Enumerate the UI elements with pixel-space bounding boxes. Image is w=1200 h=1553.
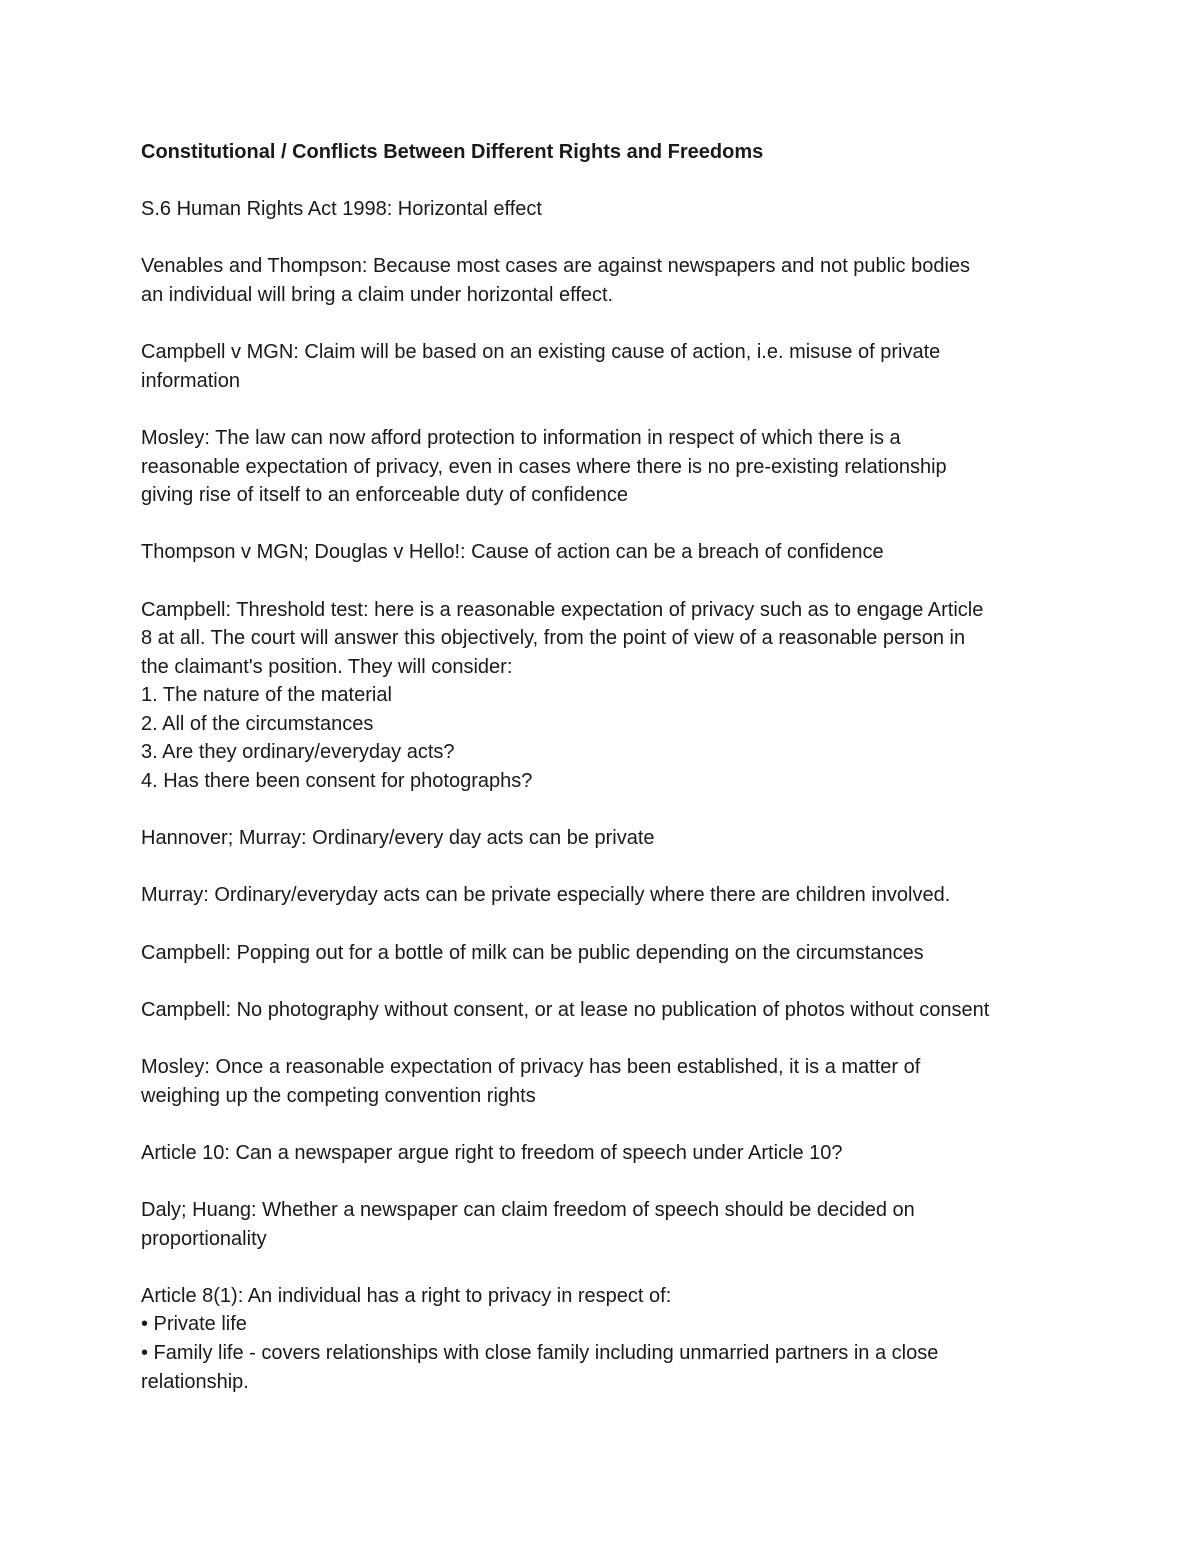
text-line: • Family life - covers relationships with close family including unmarried partners in a close <box>141 1341 939 1364</box>
paragraph <box>141 939 1071 968</box>
text-line: 3. Are they ordinary/everyday acts? <box>141 741 455 764</box>
text-line: Campbell: Threshold test: here is a reasonable expectation of privacy such as to engage Article <box>141 598 984 621</box>
paragraph <box>141 1053 1071 1110</box>
text-line: 2. All of the circumstances <box>141 712 374 735</box>
text-line: Daly; Huang: Whether a newspaper can claim freedom of speech should be decided on <box>141 1198 915 1221</box>
paragraph <box>141 824 1071 853</box>
text-line: Article 8(1): An individual has a right to privacy in respect of: <box>141 1284 672 1307</box>
text-line: Campbell: No photography without consent, or at lease no publication of photos without consent <box>141 998 990 1021</box>
text-line: weighing up the competing convention rights <box>141 1084 536 1107</box>
document-page <box>141 138 1071 1425</box>
paragraph <box>141 1282 1071 1396</box>
text-line: Murray: Ordinary/everyday acts can be private especially where there are children involved. <box>141 884 951 907</box>
paragraph <box>141 996 1071 1025</box>
text-line: Hannover; Murray: Ordinary/every day acts can be private <box>141 827 655 850</box>
paragraph <box>141 1139 1071 1168</box>
text-line: Thompson v MGN; Douglas v Hello!: Cause of action can be a breach of confidence <box>141 541 884 564</box>
paragraph <box>141 338 1071 395</box>
text-line: proportionality <box>141 1227 267 1250</box>
text-line: • Private life <box>141 1313 247 1336</box>
paragraph <box>141 252 1071 309</box>
text-line: 4. Has there been consent for photographs? <box>141 770 533 793</box>
paragraph <box>141 424 1071 510</box>
text-line: Mosley: The law can now afford protection to information in respect of which there is a <box>141 426 901 449</box>
text-line: Venables and Thompson: Because most cases are against newspapers and not public bodies <box>141 255 971 278</box>
text-line: reasonable expectation of privacy, even in cases where there is no pre-existing relationship <box>141 455 947 478</box>
text-line: Article 10: Can a newspaper argue right to freedom of speech under Article 10? <box>141 1141 843 1164</box>
text-line: giving rise of itself to an enforceable duty of confidence <box>141 484 628 507</box>
text-line: information <box>141 369 240 392</box>
text-line: Campbell: Popping out for a bottle of milk can be public depending on the circumstances <box>141 941 924 964</box>
text-line: relationship. <box>141 1370 249 1393</box>
text-line: an individual will bring a claim under horizontal effect. <box>141 283 614 306</box>
text-line: Campbell v MGN: Claim will be based on an existing cause of action, i.e. misuse of private <box>141 341 941 364</box>
text-line: 8 at all. The court will answer this objectively, from the point of view of a reasonable person in <box>141 627 966 650</box>
paragraph <box>141 881 1071 910</box>
document-body <box>141 195 1071 1396</box>
paragraph <box>141 596 1071 796</box>
paragraph <box>141 1196 1071 1253</box>
document-title: Constitutional / Conflicts Between Different Rights and Freedoms <box>141 141 764 163</box>
text-line: 1. The nature of the material <box>141 684 392 707</box>
paragraph <box>141 195 1071 224</box>
text-line: the claimant's position. They will consider: <box>141 655 513 678</box>
text-line: Mosley: Once a reasonable expectation of privacy has been established, it is a matter of <box>141 1056 921 1078</box>
text-line: S.6 Human Rights Act 1998: Horizontal effect <box>141 198 542 221</box>
paragraph <box>141 538 1071 567</box>
